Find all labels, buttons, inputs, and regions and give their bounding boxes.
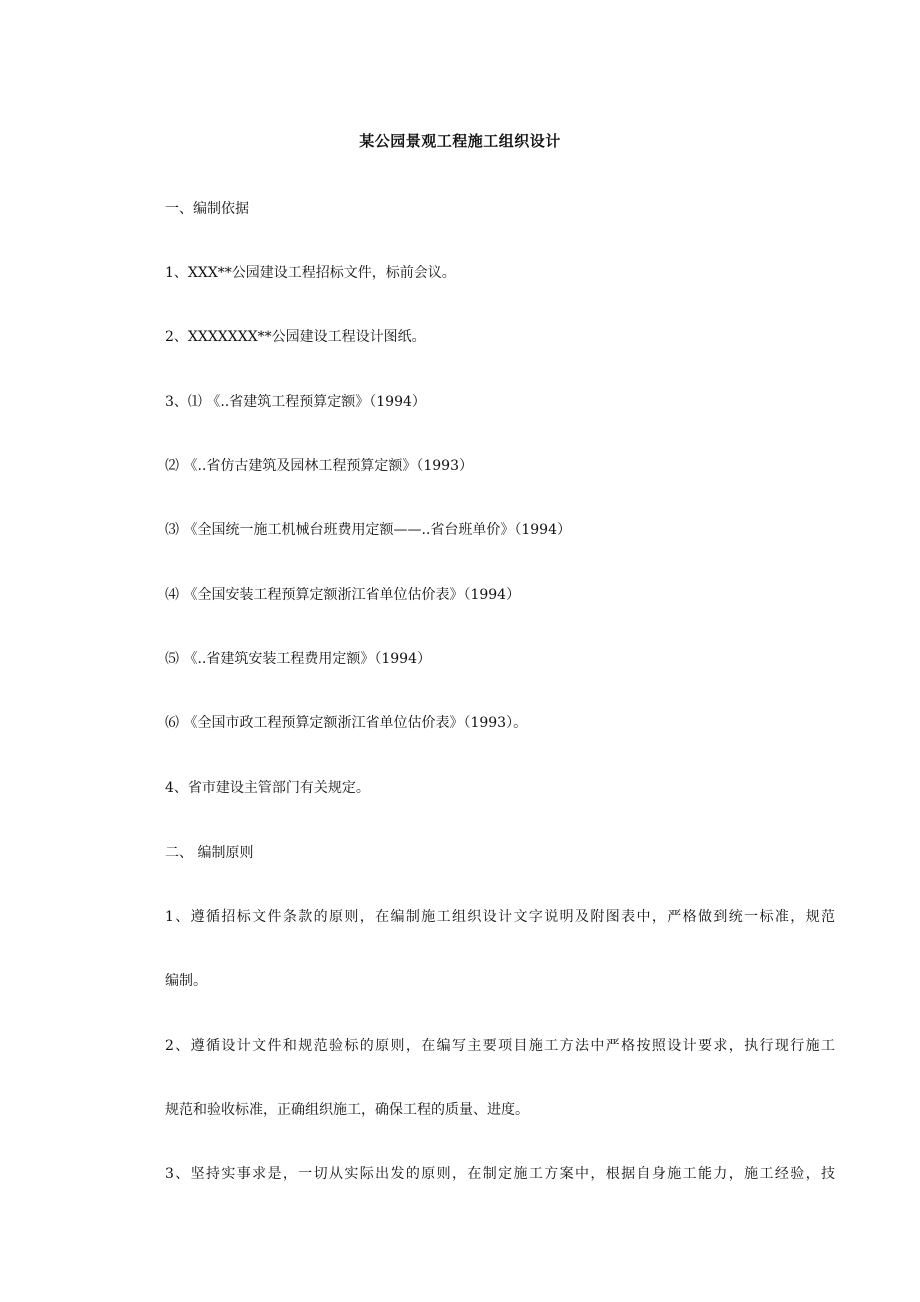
paragraph-line: 1、XXX**公园建设工程招标文件，标前会议。 bbox=[165, 265, 456, 281]
paragraph-line: 4、省市建设主管部门有关规定。 bbox=[165, 780, 370, 796]
paragraph-line: ⑶ 《全国统一施工机械台班费用定额——..省台班单价》（1994） bbox=[165, 522, 571, 538]
paragraph-line: 3、⑴ 《..省建筑工程预算定额》（1994） bbox=[165, 394, 426, 410]
paragraph-line: ⑷ 《全国安装工程预算定额浙江省单位估价表》（1994） bbox=[165, 587, 521, 603]
section-heading-basis: 一、编制依据 bbox=[165, 201, 249, 217]
section-heading-principles: 二、 编制原则 bbox=[165, 845, 254, 861]
paragraph-line: 2、遵循设计文件和规范验标的原则，在编写主要项目施工方法中严格按照设计要求，执行现行施工 bbox=[165, 1038, 835, 1054]
document-title: 某公园景观工程施工组织设计 bbox=[359, 132, 561, 150]
paragraph-line: 3、坚持实事求是，一切从实际出发的原则，在制定施工方案中，根据自身施工能力，施工经验，技 bbox=[165, 1166, 835, 1182]
paragraph-line: ⑵ 《..省仿古建筑及园林工程预算定额》（1993） bbox=[165, 458, 473, 474]
paragraph-line: 规范和验收标准，正确组织施工，确保工程的质量、进度。 bbox=[165, 1102, 529, 1118]
paragraph-line: 编制。 bbox=[165, 973, 207, 989]
paragraph-line: 1、遵循招标文件条款的原则，在编制施工组织设计文字说明及附图表中，严格做到统一标准，规范 bbox=[165, 909, 835, 925]
paragraph-line: ⑸ 《..省建筑安装工程费用定额》（1994） bbox=[165, 651, 431, 667]
paragraph-line: 2、XXXXXXX**公园建设工程设计图纸。 bbox=[165, 329, 426, 345]
paragraph-line: ⑹ 《全国市政工程预算定额浙江省单位估价表》（1993）。 bbox=[165, 715, 528, 731]
